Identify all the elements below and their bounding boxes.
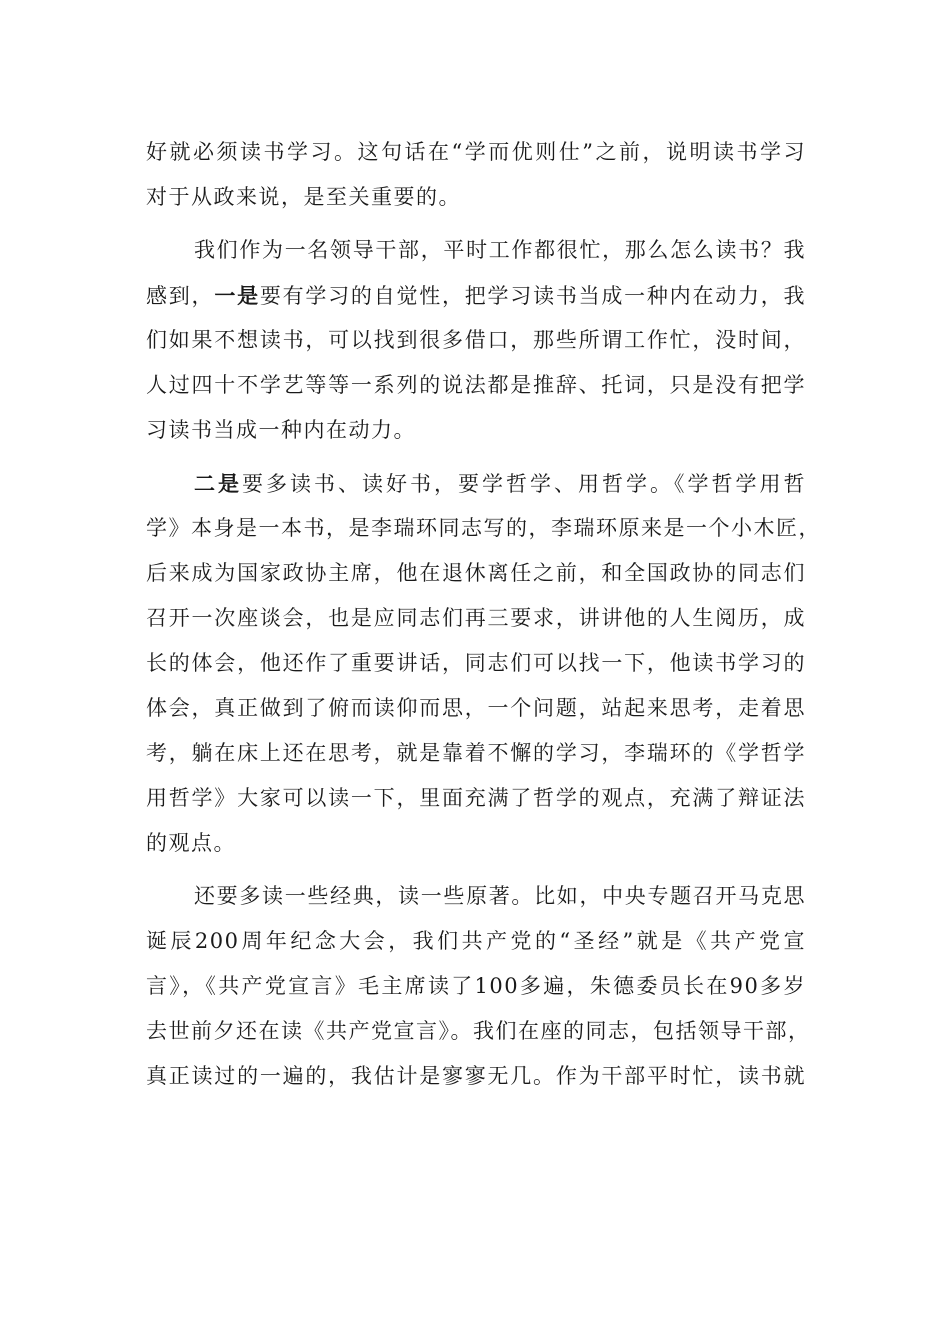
text-segment: 去世前夕还在读《共产党宣言》。我们在座的同志，包括领导干部，: [146, 1019, 811, 1043]
paragraph: [146, 130, 806, 220]
text-line: [146, 551, 806, 596]
text-line: [146, 1009, 811, 1054]
text-segment: 用哲学》大家可以读一下，里面充满了哲学的观点，充满了辩证法: [146, 786, 806, 810]
text-line: [146, 1054, 806, 1099]
text-line: [146, 641, 806, 686]
text-segment: 考，躺在床上还在思考，就是靠着不懈的学习，李瑞环的《学哲学: [146, 741, 806, 765]
text-segment: 对于从政来说，是至关重要的。: [146, 185, 461, 209]
text-segment: 体会，真正做到了俯而读仰而思，一个问题，站起来思考，走着思: [146, 696, 806, 720]
text-segment: 学》本身是一本书，是李瑞环同志写的，李瑞环原来是一个小木匠，: [146, 516, 821, 540]
text-line: [146, 408, 806, 453]
text-segment: 后来成为国家政协主席，他在退休离任之前，和全国政协的同志们: [146, 561, 806, 585]
text-segment: 我们作为一名领导干部，平时工作都很忙，那么怎么读书？我: [194, 238, 806, 262]
text-segment: 要有学习的自觉性，把学习读书当成一种内在动力，我: [259, 284, 807, 308]
text-line: [146, 964, 806, 1009]
paragraph-gap: [146, 453, 806, 461]
paragraph-gap: [146, 866, 806, 874]
emphasis-text: 一是: [214, 283, 260, 308]
text-line: [146, 461, 806, 506]
text-line: [146, 821, 806, 866]
paragraph-gap: [146, 220, 806, 228]
text-segment: 真正读过的一遍的，我估计是寥寥无几。作为干部平时忙，读书就: [146, 1064, 806, 1088]
text-line: [146, 175, 806, 220]
text-segment: 召开一次座谈会，也是应同志们再三要求，讲讲他的人生阅历，成: [146, 606, 806, 630]
text-line: [146, 686, 806, 731]
text-line: [146, 318, 806, 363]
text-line: [146, 130, 806, 175]
text-segment: 习读书当成一种内在动力。: [146, 418, 416, 442]
text-line: [146, 273, 806, 318]
emphasis-text: 二是: [194, 471, 242, 496]
paragraph: [146, 874, 811, 1099]
text-segment: 言》，《共产党宣言》毛主席读了100多遍，朱德委员长在90多岁: [146, 974, 806, 998]
text-segment: 要多读书、读好书，要学哲学、用哲学。《学哲学用哲: [242, 472, 806, 496]
text-line: [146, 776, 806, 821]
text-line: [146, 919, 806, 964]
text-segment: 人过四十不学艺等等一系列的说法都是推辞、托词，只是没有把学: [146, 373, 806, 397]
text-segment: 的观点。: [146, 831, 236, 855]
document-body: [146, 130, 821, 1099]
paragraph: [146, 228, 806, 453]
text-segment: 们如果不想读书，可以找到很多借口，那些所谓工作忙，没时间，: [146, 328, 806, 352]
text-segment: 感到，: [146, 284, 215, 308]
text-line: [146, 506, 821, 551]
text-line: [146, 874, 806, 919]
text-segment: 诞辰200周年纪念大会，我们共产党的“圣经”就是《共产党宣: [146, 929, 806, 953]
paragraph: [146, 461, 821, 866]
text-line: [146, 731, 806, 776]
text-line: [146, 596, 806, 641]
text-line: [146, 363, 806, 408]
text-segment: 好就必须读书学习。这句话在“学而优则仕”之前，说明读书学习: [146, 140, 806, 164]
text-segment: 长的体会，他还作了重要讲话，同志们可以找一下，他读书学习的: [146, 651, 806, 675]
text-segment: 还要多读一些经典，读一些原著。比如，中央专题召开马克思: [194, 884, 806, 908]
text-line: [146, 228, 806, 273]
